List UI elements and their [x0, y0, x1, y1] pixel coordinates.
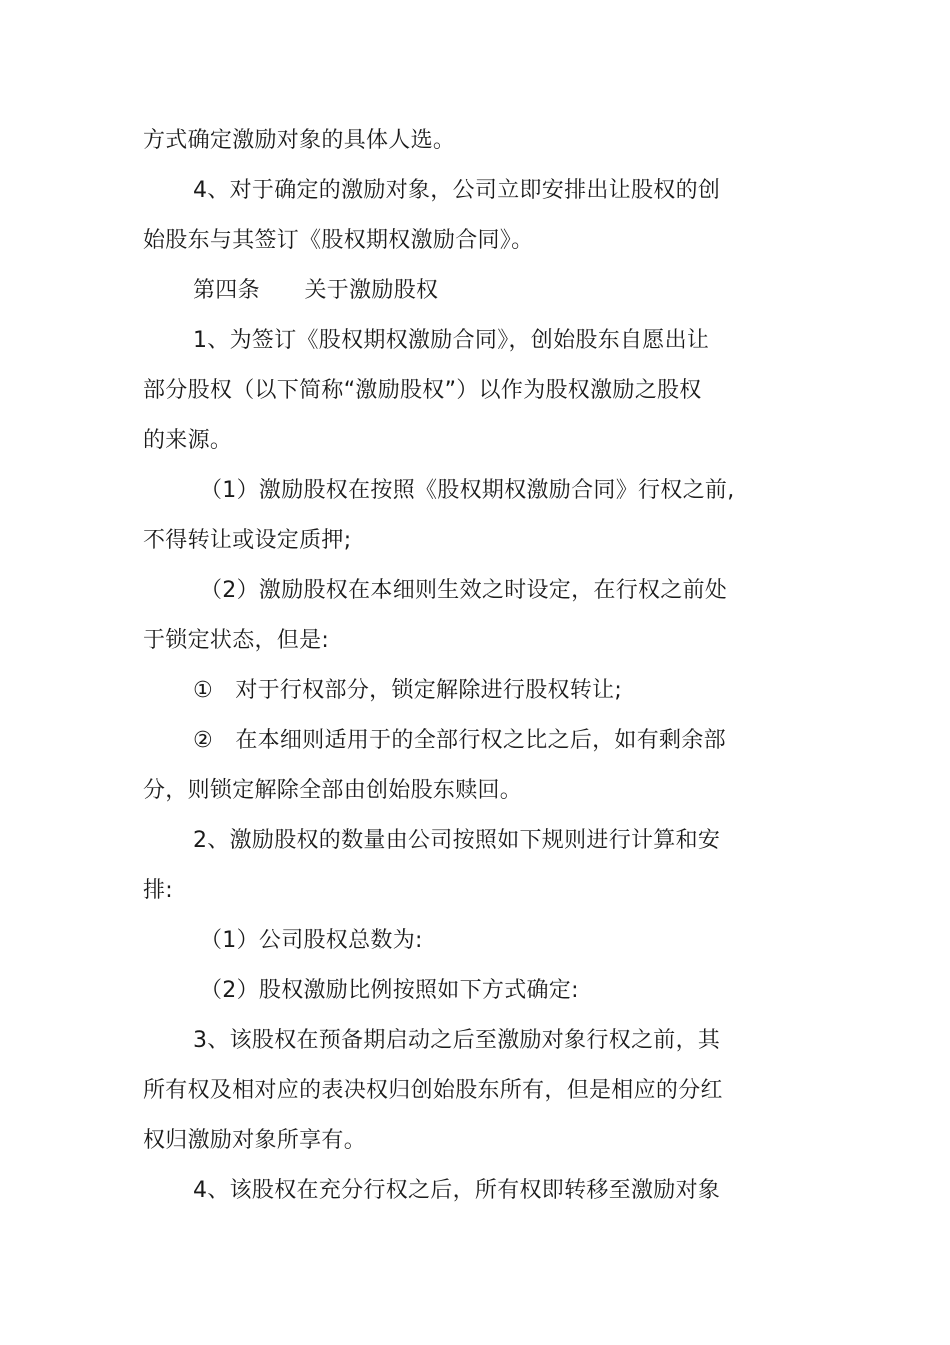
- text-line-1: 方式确定激励对象的具体人选。: [143, 128, 456, 153]
- text-line-20: 所有权及相对应的表决权归创始股东所有，但是相应的分红: [143, 1078, 723, 1103]
- text-line-22: 4、该股权在充分行权之后，所有权即转移至激励对象: [193, 1178, 721, 1203]
- text-line-19: 3、该股权在预备期启动之后至激励对象行权之前，其: [193, 1028, 721, 1053]
- section-heading: 第四条 关于激励股权: [193, 278, 439, 303]
- text-line-6: 部分股权（以下简称“激励股权”）以作为股权激励之股权: [143, 378, 702, 403]
- text-line-3: 始股东与其签订《股权期权激励合同》。: [143, 228, 534, 253]
- text-line-10: （2）激励股权在本细则生效之时设定，在行权之前处: [200, 578, 728, 603]
- text-line-17: （1）公司股权总数为:: [200, 928, 423, 953]
- text-line-9: 不得转让或设定质押;: [143, 528, 352, 553]
- text-line-7: 的来源。: [143, 428, 233, 453]
- text-line-2: 4、对于确定的激励对象，公司立即安排出让股权的创: [193, 178, 721, 203]
- text-line-15: 2、激励股权的数量由公司按照如下规则进行计算和安: [193, 828, 721, 853]
- text-line-5: 1、为签订《股权期权激励合同》，创始股东自愿出让: [193, 328, 710, 353]
- text-line-21: 权归激励对象所享有。: [143, 1128, 367, 1153]
- text-line-8: （1）激励股权在按照《股权期权激励合同》行权之前,: [200, 478, 735, 503]
- text-line-13: ② 在本细则适用于的全部行权之比之后，如有剩余部: [193, 728, 726, 753]
- text-line-11: 于锁定状态，但是:: [143, 628, 330, 653]
- text-line-12: ① 对于行权部分，锁定解除进行股权转让;: [193, 678, 623, 703]
- text-line-14: 分，则锁定解除全部由创始股东赎回。: [143, 778, 523, 803]
- text-line-16: 排:: [143, 878, 174, 903]
- text-line-18: （2）股权激励比例按照如下方式确定:: [200, 978, 579, 1003]
